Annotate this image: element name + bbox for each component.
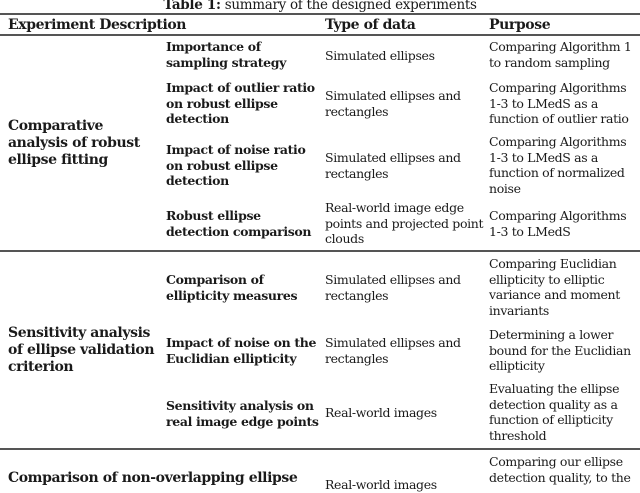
- type-of-data-cell: Simulated ellipses and rectangles: [325, 88, 461, 119]
- type-of-data-cell: Simulated ellipses and rectangles: [325, 150, 461, 181]
- experiment-importance-of-sampling: Importance of sampling strategy: [166, 39, 287, 70]
- purpose-cell: Comparing Algorithm 1 to random sampling: [489, 39, 632, 70]
- header-bottom-rule: [0, 34, 640, 36]
- experiment-impact-of-noise-euclidian: Impact of noise on the Euclidian ellipticity: [166, 335, 317, 366]
- header-experiment-description: Experiment Description: [8, 17, 187, 33]
- section-title-comparison-non-overlapping: Comparison of non-overlapping ellipse: [8, 470, 298, 486]
- section-title-sensitivity-analysis: Sensitivity analysis of ellipse validation criterion: [8, 325, 155, 375]
- type-of-data-cell: Simulated ellipses and rectangles: [325, 335, 461, 366]
- purpose-cell: Determining a lower bound for the Euclidian ellipticity: [489, 327, 631, 373]
- purpose-cell: Evaluating the ellipse detection quality as a function of ellipticity threshold: [489, 381, 620, 443]
- table-top-rule: [0, 13, 640, 15]
- purpose-cell: Comparing Algorithms 1-3 to LMedS: [489, 208, 627, 239]
- purpose-cell: Comparing our ellipse detection quality, to the: [489, 454, 631, 485]
- table-caption: [0, 0, 640, 13]
- table-caption-label: Table 1:: [163, 0, 221, 13]
- type-of-data-cell: Simulated ellipses and rectangles: [325, 272, 461, 303]
- header-type-of-data: Type of data: [325, 17, 416, 33]
- section-title-comparative-analysis: Comparative analysis of robust ellipse fitting: [8, 118, 140, 168]
- purpose-cell: Comparing Algorithms 1-3 to LMedS as a function of normalized noise: [489, 134, 627, 196]
- experiment-impact-of-outlier-ratio: Impact of outlier ratio on robust ellipse detection: [166, 80, 315, 126]
- experiment-comparison-of-ellipticity: Comparison of ellipticity measures: [166, 272, 298, 303]
- type-of-data-cell: Real-world images: [325, 477, 437, 492]
- section-divider-1: [0, 250, 640, 252]
- experiment-impact-of-noise-ratio: Impact of noise ratio on robust ellipse detection: [166, 142, 306, 188]
- purpose-cell: Comparing Euclidian ellipticity to elliptic variance and moment invariants: [489, 256, 620, 318]
- experiment-sensitivity-real-image: Sensitivity analysis on real image edge points: [166, 398, 319, 429]
- type-of-data-cell: Real-world image edge points and projected point clouds: [325, 200, 484, 246]
- section-divider-2: [0, 448, 640, 450]
- type-of-data-cell: Real-world images: [325, 405, 437, 420]
- header-purpose: Purpose: [489, 17, 551, 33]
- type-of-data-cell: Simulated ellipses: [325, 48, 435, 63]
- purpose-cell: Comparing Algorithms 1-3 to LMedS as a function of outlier ratio: [489, 80, 629, 126]
- table-caption-text: summary of the designed experiments: [220, 0, 477, 13]
- experiment-robust-ellipse-detection-comparison: Robust ellipse detection comparison: [166, 208, 312, 239]
